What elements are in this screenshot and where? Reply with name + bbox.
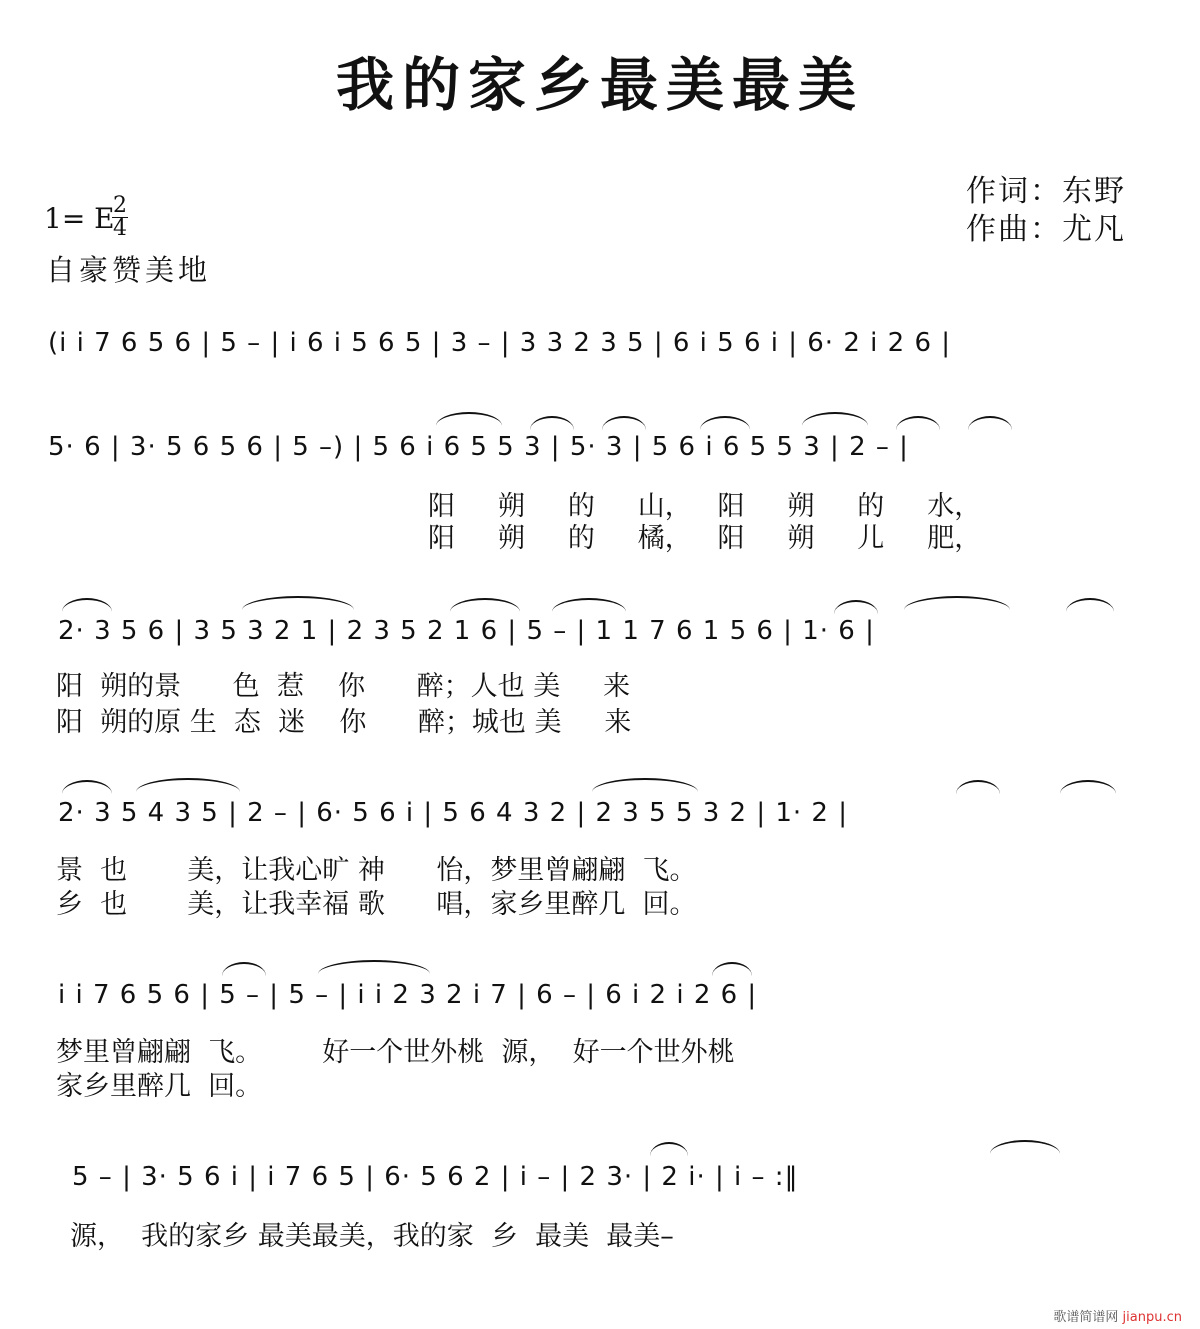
slur	[968, 416, 1012, 430]
slur	[62, 598, 112, 612]
slur	[318, 960, 430, 974]
lyric-line-6-verse-1: 源， 我的家乡 最美最美，我的家 乡 最美 最美–	[70, 1221, 674, 1252]
notation-line-6: 5 – | 3· 5 6 i | i 7 6 5 | 6· 5 6 2 | i – | 2 3· | 2 i· | i – :‖	[72, 1162, 799, 1192]
notation-line-5: i i 7 6 5 6 | 5 – | 5 – | i i 2 3 2 i 7 | 6 – | 6 i 2 i 2 6 |	[58, 980, 758, 1010]
slur	[650, 1142, 688, 1156]
notation-line-2: 5· 6 | 3· 5 6 5 6 | 5 –) | 5 6 i 6 5 5 3 | 5· 3 | 5 6 i 6 5 5 3 | 2 – |	[48, 432, 909, 462]
slur	[62, 780, 112, 794]
watermark-domain: jianpu.cn	[1122, 1310, 1182, 1325]
watermark	[1053, 1306, 1182, 1325]
slur	[904, 596, 1010, 610]
song-title: 我的家乡最美最美	[335, 51, 864, 119]
slur	[530, 416, 574, 430]
slur	[802, 412, 868, 426]
slur	[136, 778, 240, 792]
lyric-line-2-verse-1: 阳 朔 的 山， 阳 朔 的 水，	[428, 491, 982, 522]
tempo-marking: 自豪赞美地	[46, 253, 212, 287]
slur	[1066, 598, 1114, 612]
time-signature-bottom: 4	[113, 216, 127, 241]
slur	[834, 600, 878, 614]
slur	[1060, 780, 1116, 794]
slur	[450, 598, 520, 612]
slur	[222, 962, 266, 976]
time-signature	[112, 193, 128, 241]
lyric-line-3-verse-1: 阳 朔的景 色 惹 你 醉；人也 美 来	[56, 671, 631, 702]
notation-line-4: 2· 3 5 4 3 5 | 2 – | 6· 5 6 i | 5 6 4 3 2 | 2 3 5 5 3 2 | 1· 2 |	[58, 798, 848, 828]
lyric-line-2-verse-2: 阳 朔 的 橘， 阳 朔 儿 肥，	[428, 523, 982, 554]
slur	[552, 598, 626, 612]
slur	[592, 778, 698, 792]
time-signature-top: 2	[113, 193, 127, 218]
watermark-site: 歌谱简谱网	[1053, 1310, 1119, 1325]
slur	[990, 1140, 1060, 1154]
slur	[896, 416, 940, 430]
composer-credit: 作曲：尤凡	[966, 212, 1126, 247]
lyric-line-5-verse-1: 梦里曾翩翩 飞。 好一个世外桃 源， 好一个世外桃	[56, 1037, 735, 1068]
lyric-line-4-verse-2: 乡 也 美，让我幸福 歌 唱，家乡里醉几 回。	[56, 889, 697, 920]
slur	[712, 962, 752, 976]
slur	[700, 416, 750, 430]
notation-line-3: 2· 3 5 6 | 3 5 3 2 1 | 2 3 5 2 1 6 | 5 – | 1 1 7 6 1 5 6 | 1· 6 |	[58, 616, 875, 646]
lyric-line-3-verse-2: 阳 朔的原 生 态 迷 你 醉；城也 美 来	[56, 707, 632, 738]
lyricist-credit: 作词：东野	[966, 174, 1126, 209]
slur	[242, 596, 354, 610]
slur	[956, 780, 1000, 794]
notation-line-1: (i i 7 6 5 6 | 5 – | i 6 i 5 6 5 | 3 – | 3 3 2 3 5 | 6 i 5 6 i | 6· 2 i 2 6 |	[48, 328, 952, 358]
lyric-line-4-verse-1: 景 也 美，让我心旷 神 怡，梦里曾翩翩 飞。	[56, 855, 697, 886]
lyric-line-5-verse-2: 家乡里醉几 回。	[56, 1071, 263, 1102]
slur	[436, 412, 502, 426]
slur	[602, 416, 646, 430]
key-signature: 1= E	[44, 202, 115, 235]
